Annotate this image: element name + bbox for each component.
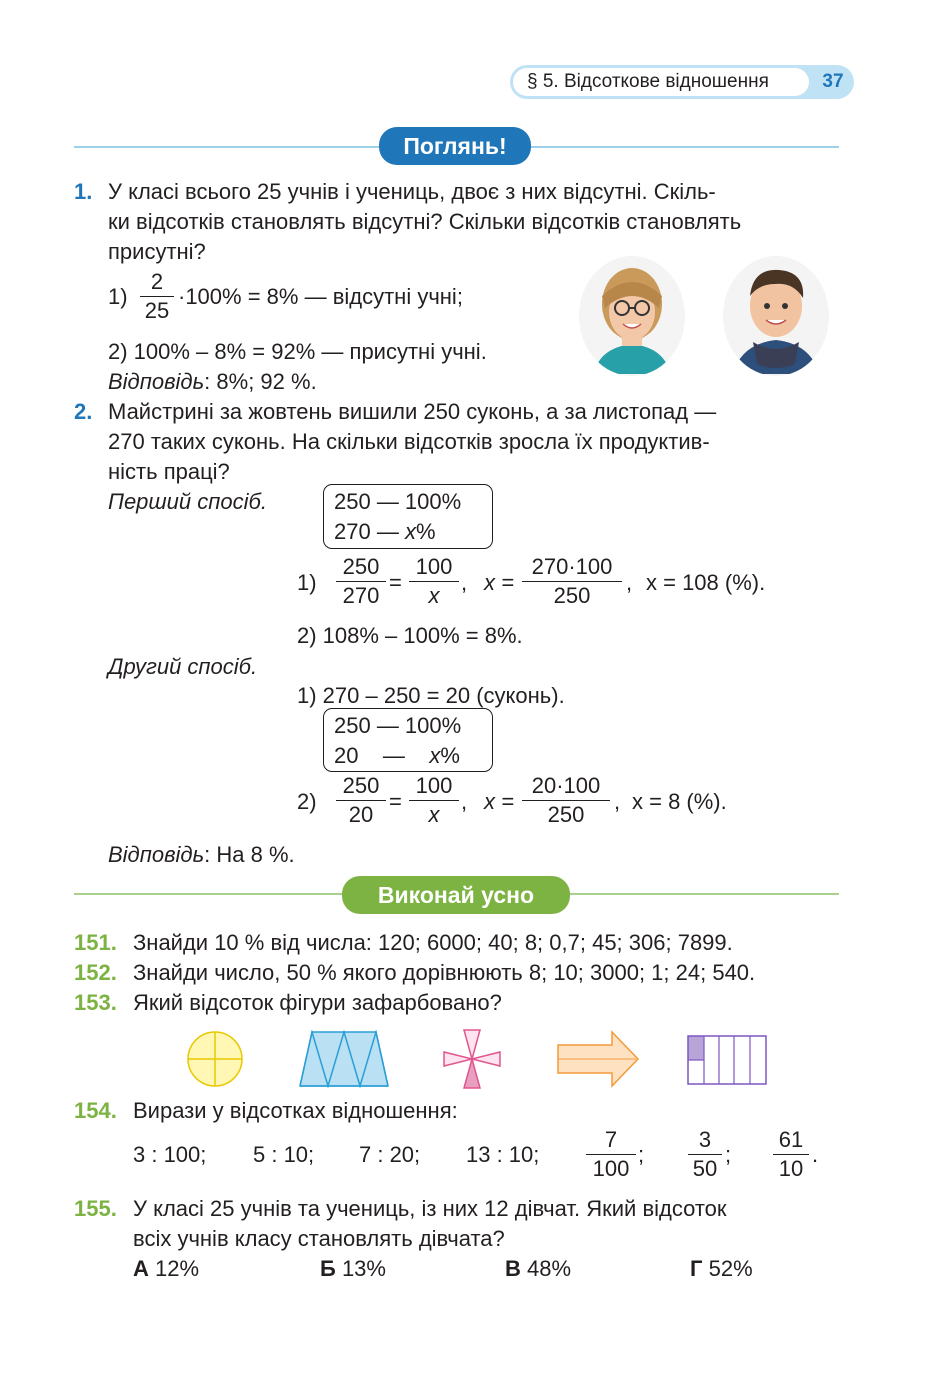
option-value: 52% [708, 1256, 753, 1281]
task-text: всіх учнів класу становлять дівчата? [133, 1226, 505, 1251]
numerator: 250 [336, 772, 386, 801]
numerator: 270·100 [522, 553, 622, 582]
problem-text: присутні? [108, 239, 206, 264]
task-text: Який відсоток фігури зафарбовано? [133, 990, 502, 1015]
step-label: 2) [297, 789, 317, 814]
fraction [522, 553, 622, 610]
task-number: 153. [74, 990, 117, 1015]
answer-value: : На 8 %. [204, 842, 295, 867]
option-letter: Б [320, 1256, 336, 1281]
section-title: § 5. Відсоткове відношення [513, 68, 809, 96]
triangles-figure [298, 1030, 390, 1088]
oral-heading: Виконай усно [342, 876, 570, 914]
ratio-item: 3 : 100; [133, 1142, 207, 1167]
option-letter: В [505, 1256, 521, 1281]
example-number: 2. [74, 399, 93, 424]
circle-figure [186, 1030, 246, 1088]
answer-option [320, 1254, 386, 1284]
task-text: У класі 25 учнів та учениць, із них 12 дівчат. Який відсоток [133, 1196, 727, 1221]
option-value: 13% [341, 1256, 386, 1281]
fraction [336, 553, 386, 610]
denominator: x [428, 583, 440, 608]
proportion-text: 20 — [334, 743, 430, 768]
problem-text: 270 таких суконь. На скільки відсотків зросла їх продуктив- [108, 429, 710, 454]
star-figure [442, 1028, 502, 1090]
denominator: 250 [547, 802, 585, 827]
separator: , [626, 570, 633, 595]
ratio-item: 7 : 20; [359, 1142, 421, 1167]
denominator: 25 [144, 298, 170, 323]
example-number: 1. [74, 179, 93, 204]
boy-photo [723, 256, 829, 376]
x-equals: x = [484, 570, 514, 595]
task-text: Вирази у відсотках відношення: [133, 1098, 458, 1123]
girl-photo [579, 256, 685, 376]
numerator: 61 [773, 1126, 809, 1155]
answer [108, 840, 295, 870]
separator: . [812, 1142, 819, 1167]
separator: , [461, 789, 468, 814]
separator: , [461, 570, 468, 595]
answer [108, 367, 317, 397]
denominator: x [428, 802, 440, 827]
denominator: 250 [553, 583, 591, 608]
step-text: 2) 100% – 8% = 92% — присутні учні. [108, 339, 487, 364]
equals-sign: = [389, 789, 402, 814]
answer-label: Відповідь [108, 369, 205, 394]
step-result: x = 108 (%). [646, 570, 766, 595]
proportion-text: 270 — [334, 519, 405, 544]
task-number: 155. [74, 1196, 117, 1221]
ratio-item: 13 : 10; [466, 1142, 540, 1167]
step-label: 1) [108, 284, 128, 309]
fraction [409, 772, 459, 829]
answer-option [505, 1254, 571, 1284]
denominator: 10 [778, 1156, 804, 1181]
problem-text: У класі всього 25 учнів і учениць, двоє з них відсутні. Скіль- [108, 179, 716, 204]
percent-sign: % [440, 743, 460, 768]
answer-option [133, 1254, 199, 1284]
task-number: 154. [74, 1098, 117, 1123]
proportion-line [334, 517, 436, 547]
step-text: 2) 108% – 100% = 8%. [297, 623, 523, 648]
x-equals: x = [484, 789, 514, 814]
fraction [586, 1126, 636, 1183]
answer-label: Відповідь [108, 842, 205, 867]
problem-text: Майстрині за жовтень вишили 250 суконь, а за листопад — [108, 399, 717, 424]
numerator: 20·100 [522, 772, 610, 801]
percent-sign: % [415, 519, 436, 544]
fraction [336, 772, 386, 829]
look-heading: Поглянь! [379, 127, 531, 165]
denominator: 50 [692, 1156, 718, 1181]
proportion-line [334, 741, 460, 771]
task-number: 152. [74, 960, 117, 985]
fraction [522, 772, 610, 829]
numerator: 250 [336, 553, 386, 582]
numerator: 7 [586, 1126, 636, 1155]
option-letter: А [133, 1256, 149, 1281]
option-letter: Г [690, 1256, 703, 1281]
denominator: 20 [348, 802, 374, 827]
answer-value: : 8%; 92 %. [204, 369, 317, 394]
page-number: 37 [822, 71, 844, 92]
fraction [773, 1126, 809, 1183]
step-label: 1) [297, 570, 317, 595]
option-value: 48% [527, 1256, 572, 1281]
proportion-line: 250 — 100% [334, 713, 462, 738]
variable-x: x [429, 743, 441, 768]
task-number: 151. [74, 930, 117, 955]
method-label: Другий спосіб. [108, 654, 258, 679]
numerator: 3 [688, 1126, 722, 1155]
variable-x: x [404, 519, 416, 544]
step-text: 1) 270 – 250 = 20 (суконь). [297, 683, 565, 708]
denominator: 100 [592, 1156, 630, 1181]
numerator: 100 [409, 553, 459, 582]
separator: , [614, 789, 621, 814]
denominator: 270 [342, 583, 380, 608]
problem-text: ність праці? [108, 459, 230, 484]
proportion-line: 250 — 100% [334, 489, 462, 514]
arrow-figure [556, 1030, 642, 1088]
page-header [510, 65, 854, 99]
task-text: Знайди число, 50 % якого дорівнюють 8; 10; 3000; 1; 24; 540. [133, 960, 756, 985]
step-result: x = 8 (%). [632, 789, 727, 814]
numerator: 100 [409, 772, 459, 801]
answer-option [690, 1254, 753, 1284]
method-label: Перший спосіб. [108, 489, 267, 514]
equals-sign: = [389, 570, 402, 595]
fraction [140, 268, 174, 325]
separator: ; [725, 1142, 732, 1167]
task-text: Знайди 10 % від числа: 120; 6000; 40; 8; 0,7; 45; 306; 7899. [133, 930, 733, 955]
fraction [409, 553, 459, 610]
numerator: 2 [140, 268, 174, 297]
separator: ; [638, 1142, 645, 1167]
grid-figure [686, 1034, 768, 1086]
step-text: ·100% = 8% — відсутні учні; [178, 284, 463, 309]
fraction [688, 1126, 722, 1183]
option-value: 12% [155, 1256, 200, 1281]
ratio-item: 5 : 10; [253, 1142, 315, 1167]
problem-text: ки відсотків становлять відсутні? Скільки відсотків становлять [108, 209, 742, 234]
